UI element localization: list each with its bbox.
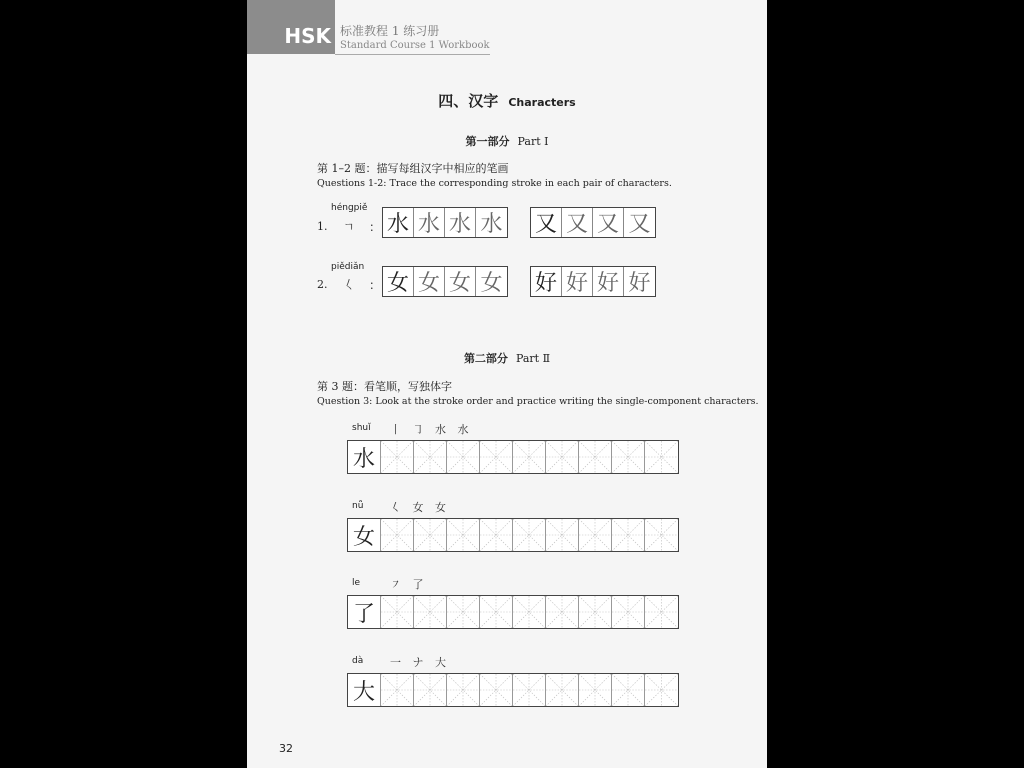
part1-question-en: Questions 1-2: Trace the corresponding stroke in each pair of characters. [317,178,672,189]
item2-group-a [382,266,508,297]
item1-number: 1. [317,220,328,233]
row1-stroke-order: 丨 ㇆ 水 水 [390,423,473,436]
trace-cell[interactable]: 好 [531,267,562,296]
practice-cell[interactable] [645,441,678,473]
mi-grid-guides [381,441,413,473]
trace-cell[interactable]: 水 [383,208,414,237]
model-character-cell[interactable] [348,674,381,706]
part2-question-en: Question 3: Look at the stroke order and practice writing the single-component characters. [317,396,759,407]
trace-cell[interactable]: 水 [480,212,503,237]
practice-cell[interactable] [480,674,513,706]
row2-pinyin: nǚ [352,501,364,511]
mi-grid-guides [645,596,678,628]
practice-cell[interactable] [579,519,612,551]
mi-grid-guides [414,674,446,706]
mi-grid-guides [381,519,413,551]
item2-number: 2. [317,278,328,291]
mi-grid-guides [480,441,512,473]
mi-grid-guides [645,519,678,551]
part1-title-cn: 第一部分 [465,135,510,148]
practice-cell[interactable] [612,441,645,473]
practice-cell[interactable] [645,674,678,706]
item1-group-b [530,207,656,238]
item2-pinyin: piědiǎn [331,262,365,272]
item2-group-b [530,266,656,297]
mi-grid-guides [414,441,446,473]
practice-cell[interactable] [381,441,414,473]
mi-grid-guides [480,519,512,551]
mi-grid-guides [645,674,678,706]
mi-grid-guides [381,596,413,628]
section-title-en: Characters [508,96,576,109]
mi-grid-guides [645,441,678,473]
practice-cell[interactable] [447,519,480,551]
page-number: 32 [279,742,293,755]
mi-grid-guides [612,674,644,706]
mi-grid-guides [447,596,479,628]
item1-colon: ： [369,220,382,234]
part1-title-en: Part Ⅰ [517,135,549,148]
model-character-cell[interactable] [348,519,381,551]
practice-cell[interactable] [579,596,612,628]
practice-cell[interactable] [513,596,546,628]
mi-grid-guides [381,674,413,706]
mi-grid-guides [447,519,479,551]
mi-grid-guides [513,596,545,628]
row3-stroke-order: ㇇ 了 [390,578,428,591]
mi-grid-guides [612,596,644,628]
mi-grid-guides [579,441,611,473]
mi-grid-guides [546,519,578,551]
practice-cell[interactable] [645,519,678,551]
mi-grid-guides [579,596,611,628]
trace-cell[interactable]: 又 [531,208,562,237]
practice-cell[interactable] [381,674,414,706]
part2-question-cn: 第 3 题：看笔顺，写独体字 [317,380,452,393]
row3-grid [347,595,679,629]
trace-cell[interactable]: 女 [414,267,445,296]
row1-pinyin: shuǐ [352,423,371,433]
practice-cell[interactable] [447,674,480,706]
practice-cell[interactable] [480,596,513,628]
practice-cell[interactable] [381,596,414,628]
practice-cell[interactable] [612,596,645,628]
mi-grid-guides [414,519,446,551]
trace-cell[interactable]: 好 [628,271,651,296]
practice-cell[interactable] [579,674,612,706]
row2-grid [347,518,679,552]
mi-grid-guides [480,674,512,706]
trace-cell[interactable]: 女 [445,267,476,296]
part1-question-cn: 第 1–2 题：描写每组汉字中相应的笔画 [317,162,509,175]
trace-cell[interactable]: 又 [593,208,624,237]
item2-stroke: 𡿨 [343,278,356,292]
trace-cell[interactable]: 好 [593,267,624,296]
mi-grid-guides [513,519,545,551]
row2-stroke-order: 𡿨 女 女 [390,501,450,514]
trace-cell[interactable]: 又 [562,208,593,237]
mi-grid-guides [447,674,479,706]
row4-pinyin: dà [352,656,364,666]
row4-grid [347,673,679,707]
trace-cell[interactable]: 女 [480,271,503,296]
book-title-en: Standard Course 1 Workbook [340,40,490,51]
practice-cell[interactable] [612,519,645,551]
item1-stroke: ㄱ [343,220,355,234]
mi-grid-guides [513,441,545,473]
practice-cell[interactable] [414,674,447,706]
mi-grid-guides [480,596,512,628]
mi-grid-guides [579,674,611,706]
header-rule [335,54,490,55]
row1-grid [347,440,679,474]
mi-grid-guides [612,441,644,473]
model-character-cell[interactable] [348,441,381,473]
model-character: 女 [352,524,375,550]
model-character: 了 [352,601,375,627]
practice-cell[interactable] [546,519,579,551]
practice-cell[interactable] [447,441,480,473]
row4-stroke-order: 一 ナ 大 [390,656,450,669]
item1-group-a [382,207,508,238]
practice-cell[interactable] [513,674,546,706]
practice-cell[interactable] [513,441,546,473]
practice-cell[interactable] [414,596,447,628]
hsk-logo: HSK [247,0,335,54]
mi-grid-guides [546,674,578,706]
practice-cell[interactable] [546,674,579,706]
practice-cell[interactable] [546,596,579,628]
practice-cell[interactable] [513,519,546,551]
practice-cell[interactable] [447,596,480,628]
practice-cell[interactable] [381,519,414,551]
mi-grid-guides [414,596,446,628]
mi-grid-guides [579,519,611,551]
practice-cell[interactable] [414,441,447,473]
item2-colon: ： [369,278,382,292]
part1-title [247,133,767,149]
practice-cell[interactable] [480,519,513,551]
workbook-page [247,0,767,768]
practice-cell[interactable] [612,674,645,706]
part2-title-cn: 第二部分 [463,352,508,365]
section-title [247,90,767,111]
book-title-cn: 标准教程 1 练习册 [340,24,440,38]
section-title-cn: 四、汉字 [438,92,499,110]
practice-cell[interactable] [546,441,579,473]
model-character: 大 [352,679,375,705]
part2-title-en: Part Ⅱ [515,352,551,365]
mi-grid-guides [546,596,578,628]
trace-cell[interactable]: 又 [628,212,651,237]
practice-cell[interactable] [579,441,612,473]
trace-cell[interactable]: 好 [562,267,593,296]
item1-pinyin: héngpiě [331,203,368,213]
model-character: 水 [352,446,375,472]
mi-grid-guides [612,519,644,551]
row3-pinyin: le [352,578,361,588]
practice-cell[interactable] [480,441,513,473]
part2-title [247,350,767,366]
trace-cell[interactable]: 女 [383,267,414,296]
practice-cell[interactable] [645,596,678,628]
model-character-cell[interactable] [348,596,381,628]
practice-cell[interactable] [414,519,447,551]
mi-grid-guides [447,441,479,473]
trace-cell[interactable]: 水 [445,208,476,237]
mi-grid-guides [546,441,578,473]
mi-grid-guides [513,674,545,706]
trace-cell[interactable]: 水 [414,208,445,237]
